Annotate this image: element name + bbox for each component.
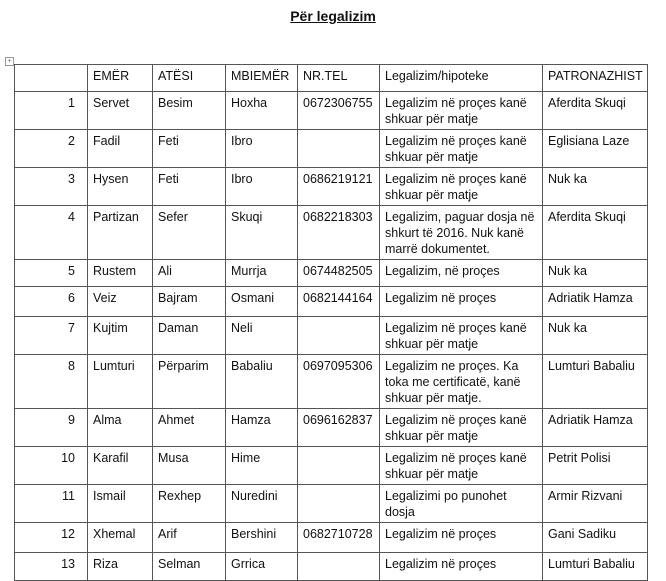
legalization-status-cell[interactable]: Legalizim, në proçes [380,260,543,287]
father-name-cell[interactable]: Arif [153,523,226,553]
first-name-cell[interactable]: Alma [88,409,153,447]
father-name-cell[interactable]: Musa [153,447,226,485]
father-name-cell[interactable]: Besim [153,92,226,130]
table-row [15,553,648,581]
first-name-cell[interactable]: Xhemal [88,523,153,553]
table-move-handle-icon[interactable]: + [5,57,14,66]
patronazhist-cell[interactable]: Eglisiana Laze [543,130,648,168]
last-name-cell[interactable]: Skuqi [226,206,298,260]
father-name-cell[interactable]: Bajram [153,287,226,317]
header-cell-mbiemer: MBIEMËR [226,65,298,92]
legalization-table [14,64,648,581]
row-number-cell[interactable]: 12 [15,523,88,553]
legalization-status-cell[interactable]: Legalizim në proçes [380,553,543,581]
first-name-cell[interactable]: Servet [88,92,153,130]
legalization-status-cell[interactable]: Legalizim në proçes kanë shkuar për matje [380,92,543,130]
patronazhist-cell[interactable]: Gani Sadiku [543,523,648,553]
phone-cell[interactable] [298,130,380,168]
phone-cell[interactable] [298,447,380,485]
table-row [15,287,648,317]
last-name-cell[interactable]: Babaliu [226,355,298,409]
row-number-cell[interactable]: 11 [15,485,88,523]
last-name-cell[interactable]: Murrja [226,260,298,287]
legalization-status-cell[interactable]: Legalizim në proçes kanë shkuar për matje [380,130,543,168]
header-cell-tel: NR.TEL [298,65,380,92]
phone-cell[interactable]: 0697095306 [298,355,380,409]
table-row [15,206,648,260]
patronazhist-cell[interactable]: Aferdita Skuqi [543,92,648,130]
last-name-cell[interactable]: Bershini [226,523,298,553]
last-name-cell[interactable]: Grrica [226,553,298,581]
header-cell-atesi: ATËSI [153,65,226,92]
first-name-cell[interactable]: Fadil [88,130,153,168]
phone-cell[interactable] [298,553,380,581]
patronazhist-cell[interactable]: Petrit Polisi [543,447,648,485]
phone-cell[interactable]: 0682144164 [298,287,380,317]
first-name-cell[interactable]: Partizan [88,206,153,260]
table-row [15,409,648,447]
father-name-cell[interactable]: Selman [153,553,226,581]
phone-cell[interactable] [298,317,380,355]
table-row [15,130,648,168]
first-name-cell[interactable]: Karafil [88,447,153,485]
father-name-cell[interactable]: Ahmet [153,409,226,447]
table-row [15,485,648,523]
first-name-cell[interactable]: Hysen [88,168,153,206]
father-name-cell[interactable]: Feti [153,130,226,168]
last-name-cell[interactable]: Hamza [226,409,298,447]
first-name-cell[interactable]: Ismail [88,485,153,523]
patronazhist-cell[interactable]: Lumturi Babaliu [543,553,648,581]
patronazhist-cell[interactable]: Nuk ka [543,168,648,206]
patronazhist-cell[interactable]: Adriatik Hamza [543,409,648,447]
header-cell-emer: EMËR [88,65,153,92]
patronazhist-cell[interactable]: Nuk ka [543,260,648,287]
row-number-cell[interactable]: 10 [15,447,88,485]
row-number-cell[interactable]: 4 [15,206,88,260]
table-row [15,168,648,206]
table-row [15,355,648,409]
row-number-cell[interactable]: 9 [15,409,88,447]
father-name-cell[interactable]: Rexhep [153,485,226,523]
first-name-cell[interactable]: Kujtim [88,317,153,355]
first-name-cell[interactable]: Veiz [88,287,153,317]
row-number-cell[interactable]: 6 [15,287,88,317]
phone-cell[interactable]: 0672306755 [298,92,380,130]
legalization-status-cell[interactable]: Legalizim në proçes kanë shkuar për matje [380,317,543,355]
legalization-status-cell[interactable]: Legalizim në proçes kanë shkuar për matje [380,447,543,485]
table-row [15,447,648,485]
patronazhist-cell[interactable]: Armir Rizvani [543,485,648,523]
row-number-cell[interactable]: 8 [15,355,88,409]
row-number-cell[interactable]: 13 [15,553,88,581]
phone-cell[interactable]: 0674482505 [298,260,380,287]
patronazhist-cell[interactable]: Lumturi Babaliu [543,355,648,409]
first-name-cell[interactable]: Riza [88,553,153,581]
phone-cell[interactable]: 0686219121 [298,168,380,206]
patronazhist-cell[interactable]: Adriatik Hamza [543,287,648,317]
row-number-cell[interactable]: 1 [15,92,88,130]
table-row [15,260,648,287]
phone-cell[interactable] [298,485,380,523]
legalization-status-cell[interactable]: Legalizim në proçes [380,287,543,317]
father-name-cell[interactable]: Daman [153,317,226,355]
last-name-cell[interactable]: Ibro [226,130,298,168]
patronazhist-cell[interactable]: Nuk ka [543,317,648,355]
father-name-cell[interactable]: Ali [153,260,226,287]
table-row [15,317,648,355]
legalization-status-cell[interactable]: Legalizim në proçes kanë shkuar për matje [380,168,543,206]
row-number-cell[interactable]: 7 [15,317,88,355]
header-cell-patronazhist: PATRONAZHIST [543,65,648,92]
last-name-cell[interactable]: Nuredini [226,485,298,523]
page-title: Për legalizim [290,8,376,24]
first-name-cell[interactable]: Lumturi [88,355,153,409]
first-name-cell[interactable]: Rustem [88,260,153,287]
last-name-cell[interactable]: Osmani [226,287,298,317]
legalization-status-cell[interactable]: Legalizim në proçes kanë shkuar për matje [380,409,543,447]
row-number-cell[interactable]: 5 [15,260,88,287]
phone-cell[interactable]: 0682218303 [298,206,380,260]
last-name-cell[interactable]: Hime [226,447,298,485]
last-name-cell[interactable]: Neli [226,317,298,355]
father-name-cell[interactable]: Feti [153,168,226,206]
last-name-cell[interactable]: Hoxha [226,92,298,130]
header-cell-legalizim: Legalizim/hipoteke [380,65,543,92]
last-name-cell[interactable]: Ibro [226,168,298,206]
legalization-status-cell[interactable]: Legalizim, paguar dosja në shkurt të 2016. Nuk kanë marrë dokumentet. [380,206,543,260]
phone-cell[interactable]: 0682710728 [298,523,380,553]
row-number-cell[interactable]: 3 [15,168,88,206]
legalization-status-cell[interactable]: Legalizim ne proçes. Ka toka me certificatë, kanë shkuar për matje. [380,355,543,409]
header-row [15,65,648,92]
patronazhist-cell[interactable]: Aferdita Skuqi [543,206,648,260]
father-name-cell[interactable]: Sefer [153,206,226,260]
legalization-status-cell[interactable]: Legalizim në proçes [380,523,543,553]
table-row [15,92,648,130]
phone-cell[interactable]: 0696162837 [298,409,380,447]
table-row [15,523,648,553]
header-cell-nr [15,65,88,92]
row-number-cell[interactable]: 2 [15,130,88,168]
legalization-status-cell[interactable]: Legalizimi po punohet dosja [380,485,543,523]
father-name-cell[interactable]: Përparim [153,355,226,409]
